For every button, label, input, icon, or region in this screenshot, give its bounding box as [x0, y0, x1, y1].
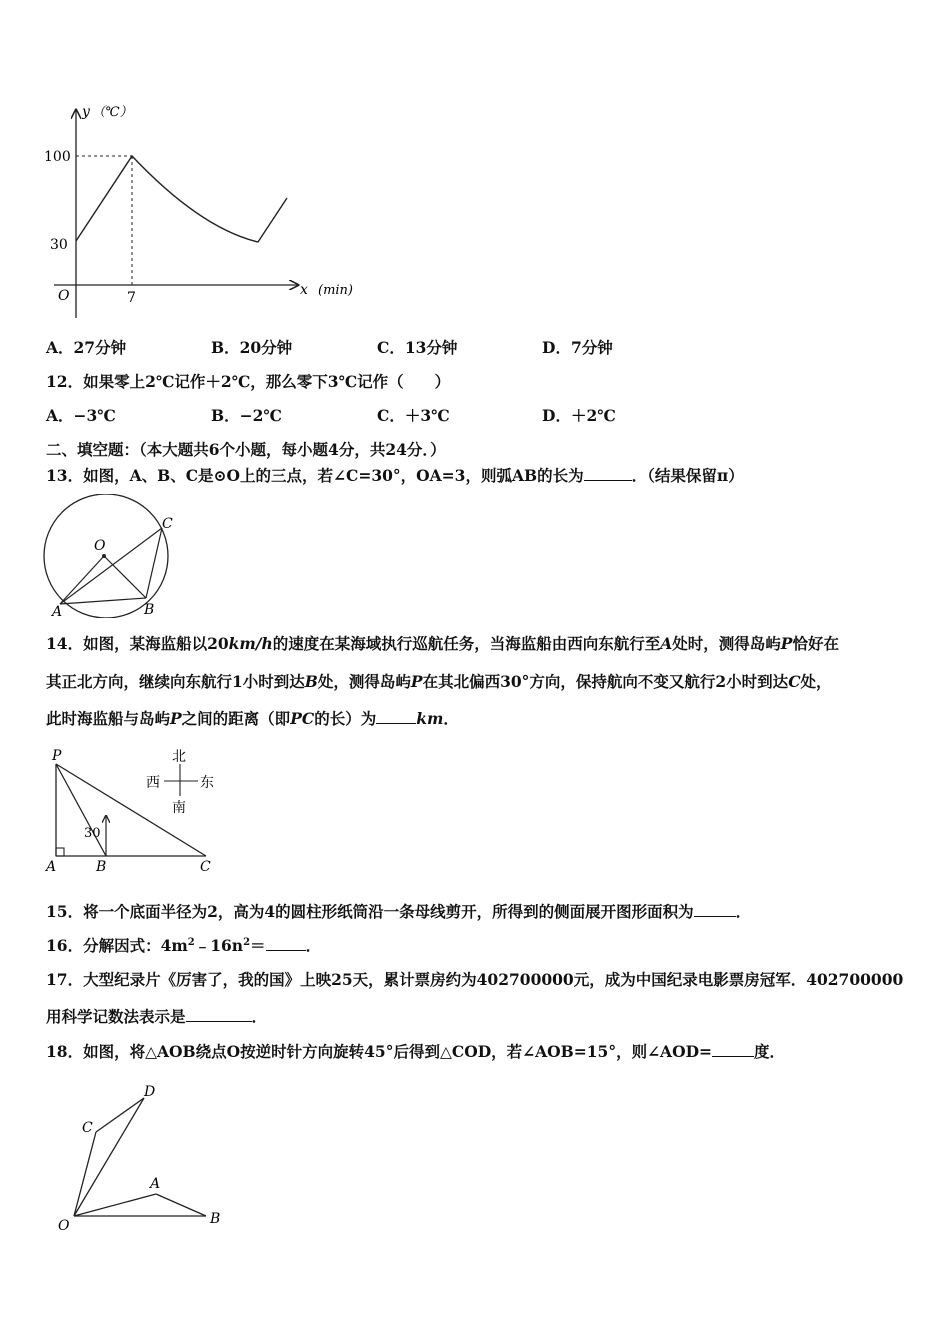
label-b: B — [210, 1211, 221, 1227]
q14-line2 — [46, 670, 832, 692]
q14-text: 的长）为 — [314, 709, 377, 728]
segment-oa — [74, 1194, 156, 1216]
q14-point: PC — [290, 709, 315, 728]
q14-line3 — [46, 707, 459, 729]
q11-option-a: A．27分钟 — [46, 338, 127, 357]
q16-text: ﹣16n — [194, 936, 244, 955]
q13-stem-tail: ．（结果保留π） — [631, 466, 744, 485]
q14-point: P — [170, 709, 182, 728]
label-c: C — [200, 859, 211, 875]
y-tick-100: 100 — [44, 149, 71, 165]
q18-text: 18．如图，将△AOB绕点O按逆时针方向旋转45°后得到△COD，若∠AOB=15°，则∠AOD= — [46, 1042, 713, 1061]
q14-unit: km — [416, 709, 444, 728]
right-angle-mark — [56, 848, 64, 856]
y-axis-unit: （℃） — [92, 105, 133, 120]
label-o: O — [58, 1218, 70, 1234]
q11-option-c: C．13分钟 — [377, 338, 458, 357]
q17-text: 用科学记数法表示是 — [46, 1007, 186, 1026]
q12-option-c: C．＋3℃ — [377, 406, 450, 425]
q18-text: 度． — [754, 1042, 786, 1061]
compass-south: 南 — [172, 800, 186, 816]
q15-stem — [46, 900, 751, 922]
q14-text: 其正北方向，继续向东航行1小时到达 — [46, 672, 305, 691]
y-tick-30: 30 — [50, 237, 68, 253]
compass-east: 东 — [200, 775, 214, 791]
q12-option-b: B．−2℃ — [211, 406, 282, 425]
q14-point: A — [660, 634, 673, 653]
q14-text: 处时，测得岛屿 — [672, 634, 781, 653]
section2-title: 二、填空题：（本大题共6个小题，每小题4分，共24分．） — [46, 440, 446, 459]
angle-label: 30 — [84, 826, 101, 841]
q12-option-a: A．−3℃ — [46, 406, 116, 425]
q17-line2 — [46, 1005, 267, 1027]
segment-oa — [60, 556, 104, 604]
q13-stem-text: 13．如图，A、B、C是⊙O上的三点，若∠C=30°，OA=3，则弧AB的长为 — [46, 466, 584, 485]
center-point — [102, 554, 106, 558]
q12-stem: 12．如果零上2℃记作＋2℃，那么零下3℃记作（ ） — [46, 372, 451, 391]
q14-speed: 20 — [207, 634, 229, 653]
label-b: B — [96, 859, 107, 875]
q13-stem — [46, 464, 744, 486]
q15-text: 15．将一个底面半径为2，高为4的圆柱形纸筒沿一条母线剪开，所得到的侧面展开图形面积为 — [46, 902, 694, 921]
label-a: A — [46, 859, 57, 875]
label-b: B — [144, 602, 155, 618]
q16-exponent: 2 — [187, 936, 195, 948]
q14-text: 处， — [800, 672, 832, 691]
label-p: P — [52, 748, 62, 764]
x-axis-label: x — [300, 282, 308, 298]
segment-od — [74, 1098, 144, 1216]
segment-oc — [74, 1132, 96, 1216]
q14-text: 此时海监船与岛屿 — [46, 709, 171, 728]
q16-stem — [46, 934, 321, 956]
q14-answer-blank[interactable] — [376, 709, 416, 724]
q14-text: 的速度在某海域执行巡航任务，当海监船由西向东航行至 — [272, 634, 661, 653]
segment-cd — [96, 1098, 144, 1132]
q14-line1 — [46, 632, 839, 654]
segment-ob — [104, 556, 146, 598]
q16-text: ＝ — [250, 936, 266, 955]
q16-text: ． — [305, 936, 322, 955]
segment-ab — [60, 598, 146, 604]
q16-text: 16．分解因式：4m — [46, 936, 188, 955]
label-a: A — [52, 604, 63, 618]
q17-line1: 17．大型纪录片《厉害了，我的国》上映25天，累计票房约为402700000元，成为中国纪录电影票房冠军．402700000 — [46, 970, 904, 989]
q17-text: ． — [251, 1007, 268, 1026]
segment-ab — [156, 1194, 206, 1216]
temperature-graph — [40, 98, 370, 324]
q15-answer-blank[interactable] — [694, 902, 736, 917]
q14-text: ． — [443, 709, 459, 728]
q16-exponent: 2 — [243, 936, 251, 948]
q14-unit: km/h — [228, 634, 273, 653]
q14-point: B — [304, 672, 318, 691]
label-d: D — [144, 1084, 156, 1100]
compass-west: 西 — [146, 775, 160, 791]
label-o: O — [94, 538, 106, 554]
q18-answer-blank[interactable] — [712, 1042, 754, 1057]
q14-point: P — [410, 672, 423, 691]
q17-answer-blank[interactable] — [186, 1007, 252, 1022]
q11-option-b: B．20分钟 — [211, 338, 293, 357]
origin-label: O — [58, 288, 70, 304]
q13-circle-figure — [38, 494, 180, 618]
q18-figure — [50, 1080, 240, 1240]
q12-option-d: D．＋2℃ — [542, 406, 616, 425]
q14-text: 14．如图，某海监船以 — [46, 634, 208, 653]
segment-pb — [56, 764, 106, 856]
q11-option-d: D．7分钟 — [542, 338, 613, 357]
q18-stem — [46, 1040, 785, 1062]
y-axis-label: y — [82, 104, 90, 120]
compass-north: 北 — [172, 749, 186, 765]
temperature-curve — [76, 156, 287, 242]
q14-point: P — [780, 634, 793, 653]
q14-text: 之间的距离（即 — [181, 709, 291, 728]
label-c: C — [82, 1120, 93, 1136]
label-c: C — [162, 516, 173, 532]
x-tick-7: 7 — [127, 290, 136, 306]
q14-text: 处，测得岛屿 — [317, 672, 411, 691]
x-axis-unit: (min) — [318, 283, 354, 298]
q14-point: C — [788, 672, 801, 691]
q14-text: 恰好在 — [792, 634, 839, 653]
q14-figure — [40, 744, 230, 876]
q14-text: 在其北偏西30°方向，保持航向不变又航行2小时到达 — [422, 672, 789, 691]
q13-answer-blank[interactable] — [584, 466, 632, 481]
q15-text: ． — [735, 902, 752, 921]
q16-answer-blank[interactable] — [266, 936, 306, 951]
label-a: A — [150, 1176, 161, 1192]
